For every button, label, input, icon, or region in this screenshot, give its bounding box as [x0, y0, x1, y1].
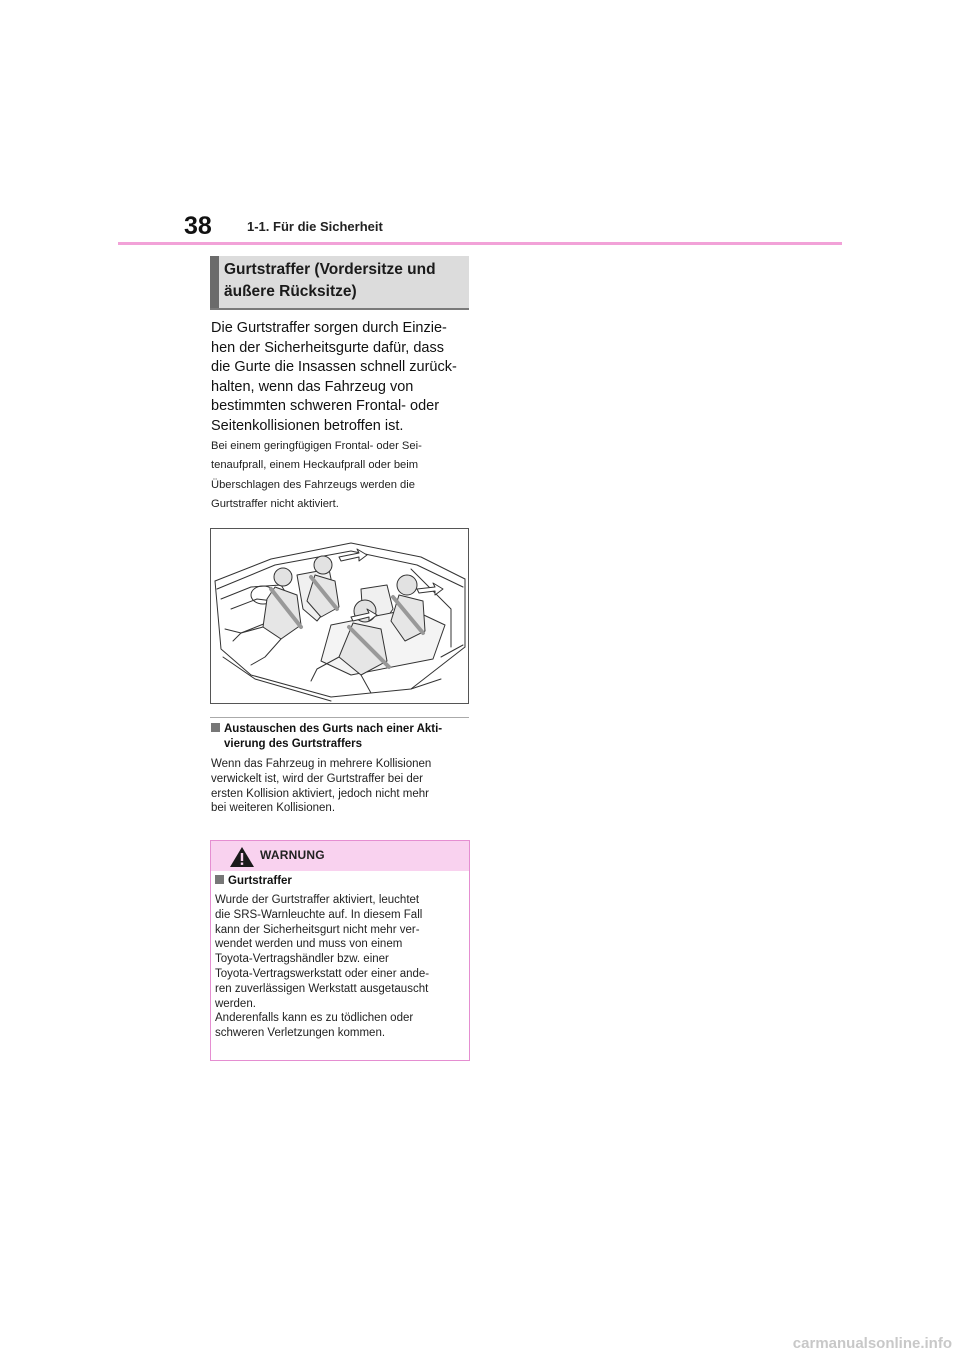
lead-line: bestimmten schweren Frontal- oder [211, 398, 440, 415]
warning-line: werden. [215, 997, 256, 1010]
warning-box [210, 840, 470, 1061]
warning-line: Wurde der Gurtstraffer aktiviert, leuchtet [215, 894, 420, 906]
subsection-heading-line: Austauschen des Gurts nach einer Akti- [224, 723, 443, 735]
warning-body [215, 893, 463, 1041]
section-header: 1-1. Für die Sicherheit [247, 219, 383, 234]
car-interior-drawing [211, 529, 468, 703]
note-line: Überschlagen des Fahrzeugs werden die [211, 478, 415, 491]
warning-line: die SRS-Warnleuchte auf. In diesem Fall [215, 908, 423, 921]
warning-label: WARNUNG [260, 848, 325, 862]
subsection-line: ersten Kollision aktiviert, jedoch nicht mehr [211, 787, 429, 800]
section-title [224, 259, 463, 303]
seatbelt-illustration [210, 528, 469, 704]
subsection-body [211, 757, 469, 816]
section-title-line: äußere Rücksitze) [224, 283, 357, 300]
subsection-heading [211, 722, 473, 752]
note-line: tenaufprall, einem Heckaufprall oder beim [211, 459, 419, 472]
warning-line: schweren Verletzungen kommen. [215, 1027, 386, 1040]
subsection-line: verwickelt ist, wird der Gurtstraffer bei der [211, 772, 423, 785]
warning-line: kann der Sicherheitsgurt nicht mehr ver- [215, 923, 420, 936]
section-title-box [210, 256, 469, 310]
subsection-rule [210, 717, 469, 718]
bullet-square-icon [215, 875, 224, 884]
warning-subheading-text: Gurtstraffer [228, 875, 292, 887]
section-title-line: Gurtstraffer (Vordersitze und [224, 261, 436, 278]
lead-line: hen der Sicherheitsgurte dafür, dass [211, 339, 444, 356]
note-line: Gurtstraffer nicht aktiviert. [211, 498, 339, 511]
lead-line: halten, wenn das Fahrzeug von [211, 378, 414, 395]
footer-watermark[interactable]: carmanualsonline.info [792, 1335, 952, 1352]
subsection-heading-line: vierung des Gurtstraffers [224, 738, 363, 750]
subsection-line: Wenn das Fahrzeug in mehrere Kollisionen [211, 758, 432, 770]
header-rule [118, 242, 842, 245]
page-number: 38 [184, 212, 212, 240]
warning-header [211, 841, 469, 871]
lead-line: Seitenkollisionen betroffen ist. [211, 417, 404, 434]
note-paragraph [211, 437, 469, 515]
warning-triangle-icon [229, 846, 255, 868]
bullet-square-icon [211, 723, 220, 732]
lead-paragraph [211, 319, 469, 437]
warning-subheading [215, 875, 292, 887]
warning-line: ren zuverlässigen Werkstatt ausgetauscht [215, 982, 429, 995]
warning-line: wendet werden und muss von einem [215, 938, 403, 951]
note-line: Bei einem geringfügigen Frontal- oder Sei- [211, 440, 422, 452]
lead-line: die Gurte die Insassen schnell zurück- [211, 359, 457, 376]
lead-line: Die Gurtstraffer sorgen durch Einzie- [211, 320, 447, 336]
warning-line: Anderenfalls kann es zu tödlichen oder [215, 1012, 414, 1025]
subsection-line: bei weiteren Kollisionen. [211, 802, 336, 815]
title-accent-bar [210, 256, 219, 308]
warning-line: Toyota-Vertragshändler bzw. einer [215, 953, 389, 966]
warning-line: Toyota-Vertragswerkstatt oder einer ande- [215, 967, 430, 980]
